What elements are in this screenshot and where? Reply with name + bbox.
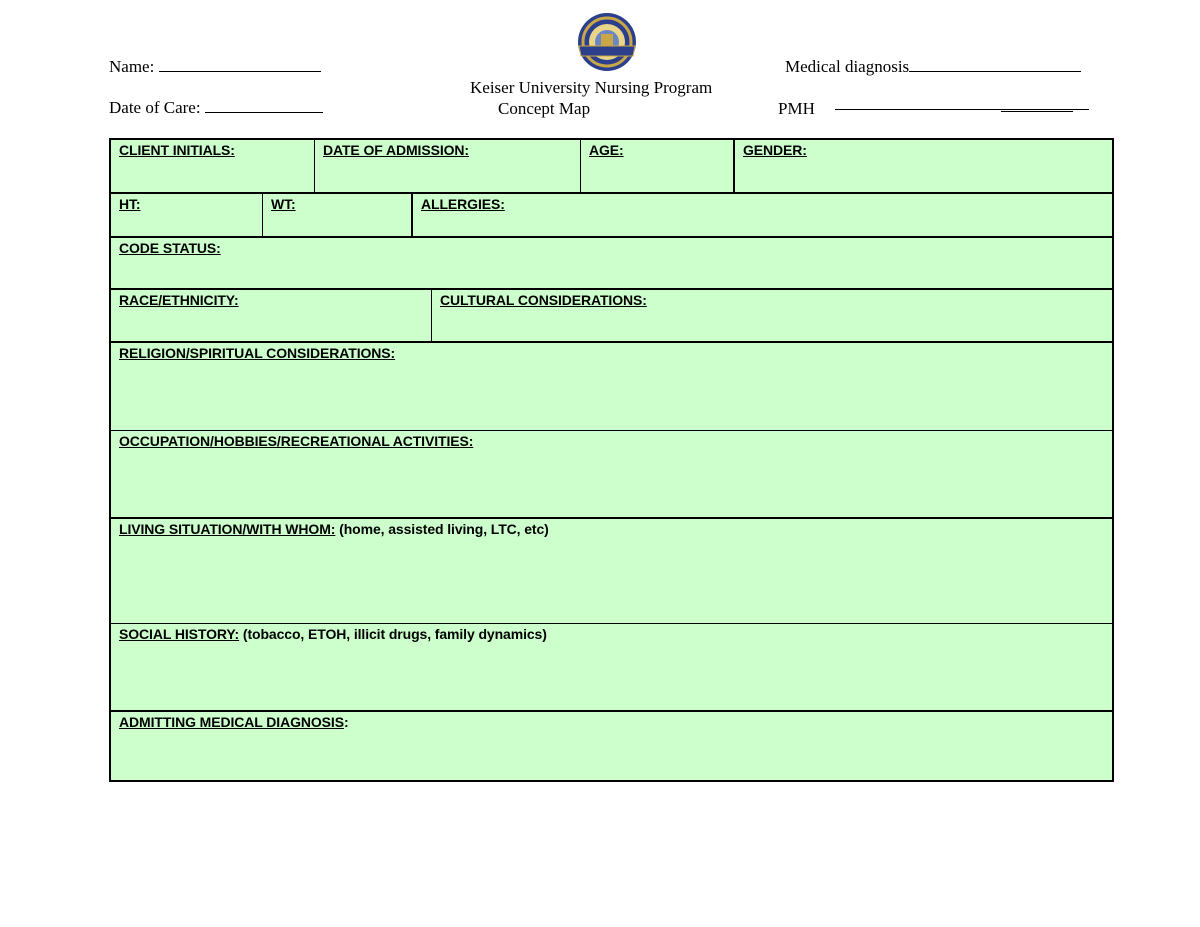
date-of-admission-label: DATE OF ADMISSION: [323, 142, 469, 158]
living-situation-label: LIVING SITUATION/WITH WHOM: (home, assisted living, LTC, etc) [119, 521, 549, 537]
cultural-considerations-label: CULTURAL CONSIDERATIONS: [440, 292, 647, 308]
pmh-blank[interactable] [835, 109, 1089, 110]
cell-allergies[interactable] [411, 194, 1112, 237]
row-occupation[interactable] [111, 430, 1112, 518]
date-of-care-field [109, 98, 323, 118]
living-situation-hint: (home, assisted living, LTC, etc) [335, 521, 549, 537]
medical-diagnosis-blank[interactable] [909, 57, 1081, 72]
university-seal-logo [575, 12, 639, 72]
gender-label: GENDER: [743, 142, 807, 158]
row-admitting-diagnosis[interactable] [111, 710, 1112, 780]
row-code-status[interactable] [111, 236, 1112, 289]
ht-label: HT: [119, 196, 141, 212]
wt-label: WT: [271, 196, 296, 212]
name-field [109, 57, 321, 77]
medical-diagnosis-label: Medical diagnosis [785, 57, 910, 76]
social-history-hint: (tobacco, ETOH, illicit drugs, family dynamics) [239, 626, 547, 642]
cell-cultural-considerations[interactable] [431, 290, 1112, 342]
row-measurements [111, 192, 1112, 237]
cell-client-initials[interactable] [111, 140, 314, 193]
program-title: Keiser University Nursing Program [470, 78, 713, 97]
date-of-care-blank[interactable] [205, 98, 323, 113]
medical-diagnosis-field [785, 57, 1081, 77]
cell-weight[interactable] [262, 194, 411, 237]
name-label: Name: [109, 57, 155, 76]
pmh-field [778, 99, 815, 119]
pmh-label: PMH [778, 99, 815, 118]
date-of-care-label: Date of Care: [109, 98, 201, 117]
occupation-label: OCCUPATION/HOBBIES/RECREATIONAL ACTIVITIES: [119, 433, 474, 449]
age-label: AGE: [589, 142, 624, 158]
cell-height[interactable] [111, 194, 262, 237]
row-race-culture [111, 288, 1112, 342]
cell-date-of-admission[interactable] [314, 140, 580, 193]
code-status-label: CODE STATUS: [119, 240, 221, 256]
social-history-label: SOCIAL HISTORY: (tobacco, ETOH, illicit drugs, family dynamics) [119, 626, 547, 642]
cell-age[interactable] [580, 140, 733, 193]
allergies-label: ALLERGIES: [421, 196, 505, 212]
seal-icon [575, 12, 639, 72]
row-living-situation[interactable] [111, 517, 1112, 623]
cell-gender[interactable] [733, 140, 1112, 193]
client-initials-label: CLIENT INITIALS: [119, 142, 235, 158]
cell-race-ethnicity[interactable] [111, 290, 431, 342]
religion-label: RELIGION/SPIRITUAL CONSIDERATIONS: [119, 345, 396, 361]
document-title: Concept Map [498, 99, 591, 118]
row-social-history[interactable] [111, 623, 1112, 711]
row-religion[interactable] [111, 341, 1112, 430]
concept-map-form [109, 138, 1114, 782]
race-ethnicity-label: RACE/ETHNICITY: [119, 292, 239, 308]
admitting-diagnosis-label: ADMITTING MEDICAL DIAGNOSIS: [119, 714, 349, 730]
name-blank[interactable] [159, 57, 321, 72]
row-client-info [111, 140, 1112, 193]
pmh-blank-extra [1001, 111, 1073, 112]
